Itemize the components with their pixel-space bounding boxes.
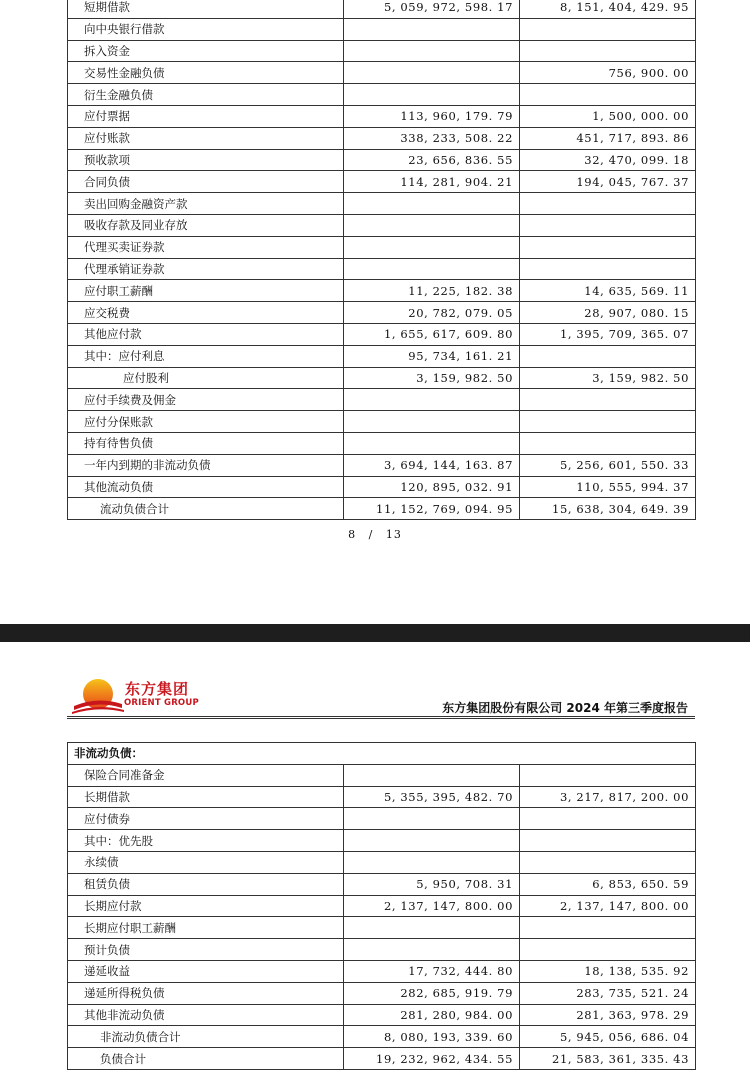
current-period-value: 3, 694, 144, 163. 87 bbox=[344, 454, 520, 476]
table-row bbox=[68, 236, 696, 258]
prior-period-value: 28, 907, 080. 15 bbox=[520, 302, 696, 324]
current-period-value bbox=[344, 939, 520, 961]
page-number bbox=[0, 528, 750, 541]
current-period-value bbox=[344, 214, 520, 236]
page-current: 8 bbox=[348, 528, 357, 541]
wave-icon-2 bbox=[72, 707, 124, 714]
current-period-value: 5, 355, 395, 482. 70 bbox=[344, 786, 520, 808]
prior-period-value: 1, 500, 000. 00 bbox=[520, 105, 696, 127]
table-row bbox=[68, 895, 696, 917]
prior-period-value: 283, 735, 521. 24 bbox=[520, 982, 696, 1004]
row-label: 拆入资金 bbox=[68, 40, 344, 62]
table-row bbox=[68, 851, 696, 873]
row-label: 非流动负债合计 bbox=[68, 1026, 344, 1048]
row-label: 保险合同准备金 bbox=[68, 764, 344, 786]
report-title: 东方集团股份有限公司 2024 年第三季度报告 bbox=[442, 701, 688, 715]
non-current-liabilities-table bbox=[67, 742, 696, 1070]
table-row bbox=[68, 258, 696, 280]
row-label: 卖出回购金融资产款 bbox=[68, 193, 344, 215]
current-period-value bbox=[344, 193, 520, 215]
header-rule-double bbox=[67, 718, 695, 719]
row-label: 其他应付款 bbox=[68, 323, 344, 345]
row-label: 其中：应付利息 bbox=[68, 345, 344, 367]
table-row bbox=[68, 105, 696, 127]
current-period-value bbox=[344, 830, 520, 852]
row-label: 递延所得税负债 bbox=[68, 982, 344, 1004]
row-label: 一年内到期的非流动负债 bbox=[68, 454, 344, 476]
table-row bbox=[68, 498, 696, 520]
current-period-value: 95, 734, 161. 21 bbox=[344, 345, 520, 367]
table-row bbox=[68, 389, 696, 411]
prior-period-value: 194, 045, 767. 37 bbox=[520, 171, 696, 193]
current-period-value: 19, 232, 962, 434. 55 bbox=[344, 1048, 520, 1070]
prior-period-value: 451, 717, 893. 86 bbox=[520, 127, 696, 149]
current-period-value bbox=[344, 84, 520, 106]
table-row bbox=[68, 960, 696, 982]
row-label: 其中：优先股 bbox=[68, 830, 344, 852]
row-label: 递延收益 bbox=[68, 960, 344, 982]
current-period-value bbox=[344, 236, 520, 258]
table-row bbox=[68, 149, 696, 171]
current-period-value bbox=[344, 432, 520, 454]
current-period-value: 1, 655, 617, 609. 80 bbox=[344, 323, 520, 345]
table-row bbox=[68, 939, 696, 961]
table-row bbox=[68, 302, 696, 324]
current-period-value: 20, 782, 079. 05 bbox=[344, 302, 520, 324]
current-period-value: 120, 895, 032. 91 bbox=[344, 476, 520, 498]
prior-period-value: 8, 151, 404, 429. 95 bbox=[520, 0, 696, 18]
prior-period-value: 3, 159, 982. 50 bbox=[520, 367, 696, 389]
current-period-value bbox=[344, 389, 520, 411]
prior-period-value: 21, 583, 361, 335. 43 bbox=[520, 1048, 696, 1070]
current-period-value: 8, 080, 193, 339. 60 bbox=[344, 1026, 520, 1048]
row-label: 应付票据 bbox=[68, 105, 344, 127]
current-period-value: 11, 225, 182. 38 bbox=[344, 280, 520, 302]
prior-period-value bbox=[520, 830, 696, 852]
current-period-value bbox=[344, 18, 520, 40]
current-period-value: 11, 152, 769, 094. 95 bbox=[344, 498, 520, 520]
current-period-value: 5, 059, 972, 598. 17 bbox=[344, 0, 520, 18]
section-header-row bbox=[68, 743, 696, 765]
table-row bbox=[68, 982, 696, 1004]
current-period-value: 281, 280, 984. 00 bbox=[344, 1004, 520, 1026]
table-row bbox=[68, 84, 696, 106]
row-label: 衍生金融负债 bbox=[68, 84, 344, 106]
row-label: 向中央银行借款 bbox=[68, 18, 344, 40]
prior-period-value: 14, 635, 569. 11 bbox=[520, 280, 696, 302]
table-row bbox=[68, 476, 696, 498]
header-rule bbox=[67, 716, 695, 717]
prior-period-value: 32, 470, 099. 18 bbox=[520, 149, 696, 171]
row-label: 永续债 bbox=[68, 851, 344, 873]
prior-period-value bbox=[520, 258, 696, 280]
table-row bbox=[68, 1004, 696, 1026]
logo-english-text: ORIENT GROUP bbox=[124, 698, 199, 708]
current-period-value: 5, 950, 708. 31 bbox=[344, 873, 520, 895]
prior-period-value bbox=[520, 345, 696, 367]
current-period-value bbox=[344, 40, 520, 62]
row-label: 流动负债合计 bbox=[68, 498, 344, 520]
row-label: 租赁负债 bbox=[68, 873, 344, 895]
logo-chinese-text: 东方集团 bbox=[125, 680, 190, 698]
prior-period-value: 281, 363, 978. 29 bbox=[520, 1004, 696, 1026]
prior-period-value bbox=[520, 411, 696, 433]
current-period-value: 114, 281, 904. 21 bbox=[344, 171, 520, 193]
row-label: 长期应付款 bbox=[68, 895, 344, 917]
current-period-value bbox=[344, 764, 520, 786]
current-period-value bbox=[344, 411, 520, 433]
table-row bbox=[68, 411, 696, 433]
prior-period-value bbox=[520, 432, 696, 454]
table-row bbox=[68, 171, 696, 193]
row-label: 应付债券 bbox=[68, 808, 344, 830]
prior-period-value: 6, 853, 650. 59 bbox=[520, 873, 696, 895]
row-label: 应付手续费及佣金 bbox=[68, 389, 344, 411]
current-period-value bbox=[344, 62, 520, 84]
row-label: 应交税费 bbox=[68, 302, 344, 324]
prior-period-value: 1, 395, 709, 365. 07 bbox=[520, 323, 696, 345]
prior-period-value bbox=[520, 84, 696, 106]
prior-period-value: 2, 137, 147, 800. 00 bbox=[520, 895, 696, 917]
prior-period-value: 5, 945, 056, 686. 04 bbox=[520, 1026, 696, 1048]
current-period-value bbox=[344, 258, 520, 280]
table-row bbox=[68, 193, 696, 215]
prior-period-value bbox=[520, 851, 696, 873]
row-label: 交易性金融负债 bbox=[68, 62, 344, 84]
table-row bbox=[68, 432, 696, 454]
prior-period-value: 3, 217, 817, 200. 00 bbox=[520, 786, 696, 808]
table-row bbox=[68, 18, 696, 40]
prior-period-value bbox=[520, 808, 696, 830]
prior-period-value bbox=[520, 18, 696, 40]
row-label: 代理买卖证券款 bbox=[68, 236, 344, 258]
table-row bbox=[68, 345, 696, 367]
page-9 bbox=[0, 642, 750, 1072]
prior-period-value: 15, 638, 304, 649. 39 bbox=[520, 498, 696, 520]
row-label: 预收款项 bbox=[68, 149, 344, 171]
table-row bbox=[68, 367, 696, 389]
prior-period-value bbox=[520, 389, 696, 411]
prior-period-value: 756, 900. 00 bbox=[520, 62, 696, 84]
row-label: 合同负债 bbox=[68, 171, 344, 193]
table-row bbox=[68, 323, 696, 345]
table-row bbox=[68, 764, 696, 786]
row-label: 预计负债 bbox=[68, 939, 344, 961]
current-period-value: 282, 685, 919. 79 bbox=[344, 982, 520, 1004]
table-row bbox=[68, 786, 696, 808]
row-label: 长期借款 bbox=[68, 786, 344, 808]
table-row bbox=[68, 830, 696, 852]
prior-period-value bbox=[520, 193, 696, 215]
prior-period-value: 5, 256, 601, 550. 33 bbox=[520, 454, 696, 476]
current-period-value: 2, 137, 147, 800. 00 bbox=[344, 895, 520, 917]
prior-period-value bbox=[520, 40, 696, 62]
current-period-value bbox=[344, 917, 520, 939]
current-liabilities-table bbox=[67, 0, 696, 520]
table-row bbox=[68, 1048, 696, 1070]
row-label: 应付股利 bbox=[68, 367, 344, 389]
prior-period-value bbox=[520, 939, 696, 961]
current-period-value: 113, 960, 179. 79 bbox=[344, 105, 520, 127]
current-period-value: 338, 233, 508. 22 bbox=[344, 127, 520, 149]
current-period-value bbox=[344, 808, 520, 830]
row-label: 短期借款 bbox=[68, 0, 344, 18]
table-row bbox=[68, 808, 696, 830]
table-row bbox=[68, 454, 696, 476]
table-row bbox=[68, 62, 696, 84]
table-row bbox=[68, 40, 696, 62]
page-gap bbox=[0, 624, 750, 642]
row-label: 应付账款 bbox=[68, 127, 344, 149]
row-label: 代理承销证券款 bbox=[68, 258, 344, 280]
page-separator: / bbox=[368, 528, 374, 541]
page-total: 13 bbox=[385, 528, 402, 541]
row-label: 负债合计 bbox=[68, 1048, 344, 1070]
row-label: 持有待售负债 bbox=[68, 432, 344, 454]
row-label: 应付职工薪酬 bbox=[68, 280, 344, 302]
table-row bbox=[68, 1026, 696, 1048]
table-row bbox=[68, 873, 696, 895]
prior-period-value: 18, 138, 535. 92 bbox=[520, 960, 696, 982]
row-label: 其他流动负债 bbox=[68, 476, 344, 498]
table-row bbox=[68, 127, 696, 149]
prior-period-value bbox=[520, 236, 696, 258]
table-row bbox=[68, 917, 696, 939]
current-period-value: 3, 159, 982. 50 bbox=[344, 367, 520, 389]
prior-period-value bbox=[520, 214, 696, 236]
table-row bbox=[68, 0, 696, 18]
current-period-value bbox=[344, 851, 520, 873]
table-row bbox=[68, 214, 696, 236]
prior-period-value: 110, 555, 994. 37 bbox=[520, 476, 696, 498]
row-label: 其他非流动负债 bbox=[68, 1004, 344, 1026]
prior-period-value bbox=[520, 764, 696, 786]
current-period-value: 17, 732, 444. 80 bbox=[344, 960, 520, 982]
row-label: 应付分保账款 bbox=[68, 411, 344, 433]
row-label: 长期应付职工薪酬 bbox=[68, 917, 344, 939]
table-row bbox=[68, 280, 696, 302]
row-label: 吸收存款及同业存放 bbox=[68, 214, 344, 236]
section-title: 非流动负债： bbox=[68, 743, 696, 765]
current-period-value: 23, 656, 836. 55 bbox=[344, 149, 520, 171]
prior-period-value bbox=[520, 917, 696, 939]
